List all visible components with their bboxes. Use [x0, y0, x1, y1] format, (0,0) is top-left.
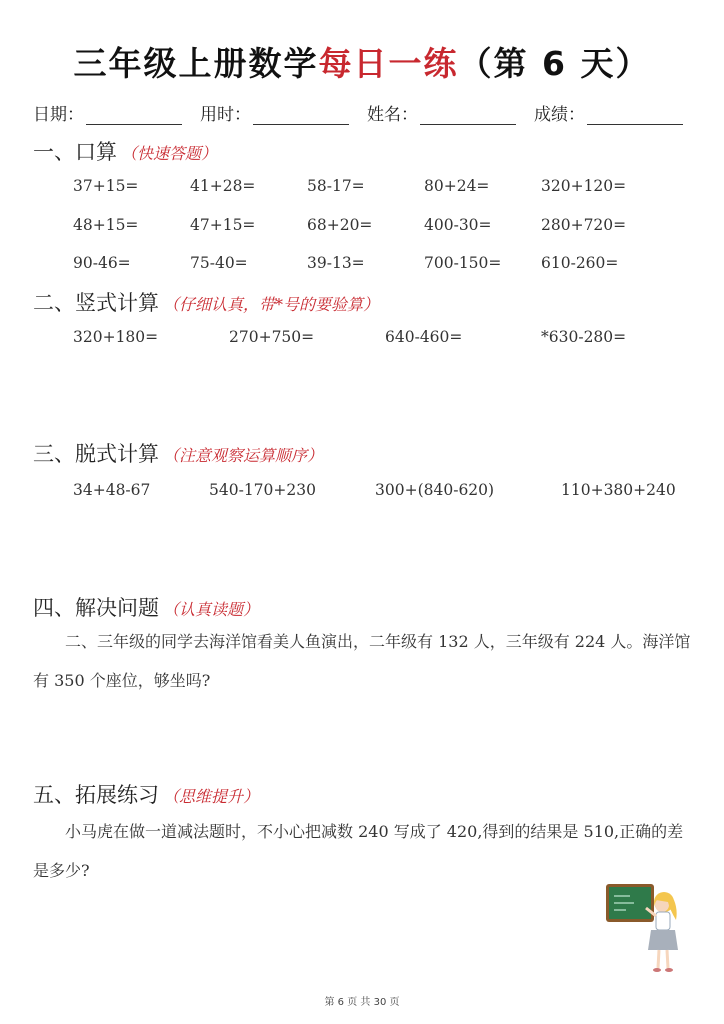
- problem: 68+20=: [307, 215, 373, 234]
- stepwise-grid: [73, 471, 676, 510]
- oral-row: [73, 206, 658, 245]
- name-blank[interactable]: [420, 106, 516, 125]
- score-label: 成绩：: [534, 105, 585, 125]
- stepwise-row: [73, 471, 676, 510]
- problem-5-text: 小马虎在做一道减法题时，不小心把减数 240 写成了 420,得到的结果是 510,正确的差是多少?: [33, 822, 684, 880]
- section-note: （思维提升）: [163, 787, 260, 806]
- date-blank[interactable]: [86, 106, 182, 125]
- section-note: （认真读题）: [163, 600, 260, 619]
- section-problem-heading: 四、解决问题 （认真读题）: [33, 596, 260, 620]
- problem: 58-17=: [307, 177, 365, 196]
- problem: 90-46=: [73, 254, 131, 273]
- problem: 41+28=: [190, 177, 256, 196]
- problem: 640-460=: [385, 328, 463, 347]
- problem: 400-30=: [424, 215, 492, 234]
- date-field[interactable]: [33, 100, 182, 125]
- score-blank[interactable]: [587, 106, 683, 125]
- name-label: 姓名：: [367, 105, 418, 125]
- time-blank[interactable]: [253, 106, 349, 125]
- info-row: [33, 100, 693, 125]
- section-note: （快速答题）: [121, 144, 218, 163]
- date-label: 日期：: [33, 105, 84, 125]
- problem-4-text: 二、三年级的同学去海洋馆看美人鱼演出，二年级有 132 人，三年级有 224 人。海洋馆有 350 个座位，够坐吗?: [33, 632, 691, 690]
- section-vertical-heading: 二、竖式计算 （仔细认真，带*号的要验算）: [33, 291, 380, 315]
- problem: 80+24=: [424, 177, 490, 196]
- problem: 110+380+240: [561, 481, 676, 500]
- time-label: 用时：: [200, 105, 251, 125]
- problem: 270+750=: [229, 328, 315, 347]
- oral-row: [73, 244, 658, 283]
- score-field[interactable]: [534, 100, 683, 125]
- problem: 540-170+230: [209, 481, 316, 500]
- section-note: （注意观察运算顺序）: [163, 446, 324, 465]
- title-highlight: 每日一练: [318, 44, 459, 83]
- problem: 300+(840-620): [375, 481, 495, 500]
- problem: 47+15=: [190, 215, 256, 234]
- problem: 75-40=: [190, 254, 248, 273]
- section-stepwise-heading: 三、脱式计算 （注意观察运算顺序）: [33, 442, 324, 466]
- problem: 34+48-67: [73, 481, 151, 500]
- problem: 610-260=: [541, 254, 619, 273]
- problem: 320+120=: [541, 177, 627, 196]
- vertical-grid: [73, 318, 697, 357]
- name-field[interactable]: [367, 100, 516, 125]
- problem: 48+15=: [73, 215, 139, 234]
- oral-grid: [73, 167, 658, 283]
- problem: 700-150=: [424, 254, 502, 273]
- problem: 320+180=: [73, 328, 159, 347]
- time-field[interactable]: [200, 100, 349, 125]
- problem: 37+15=: [73, 177, 139, 196]
- problem: 39-13=: [307, 254, 365, 273]
- problem: *630-280=: [541, 328, 627, 347]
- section-oral-heading: 一、口算 （快速答题）: [33, 140, 218, 164]
- problem: 280+720=: [541, 215, 627, 234]
- page-footer: 第 6 页 共 30 页: [324, 997, 400, 1008]
- title-day: （第 6 天）: [458, 44, 651, 83]
- teacher-girl-illustration: [604, 880, 690, 976]
- section-extension-heading: 五、拓展练习 （思维提升）: [33, 783, 260, 807]
- section-note: （仔细认真，带*号的要验算）: [163, 295, 380, 314]
- oral-row: [73, 167, 658, 206]
- title-main: 三年级上册数学: [73, 44, 319, 83]
- page-title: [0, 38, 724, 85]
- vertical-row: [73, 318, 697, 357]
